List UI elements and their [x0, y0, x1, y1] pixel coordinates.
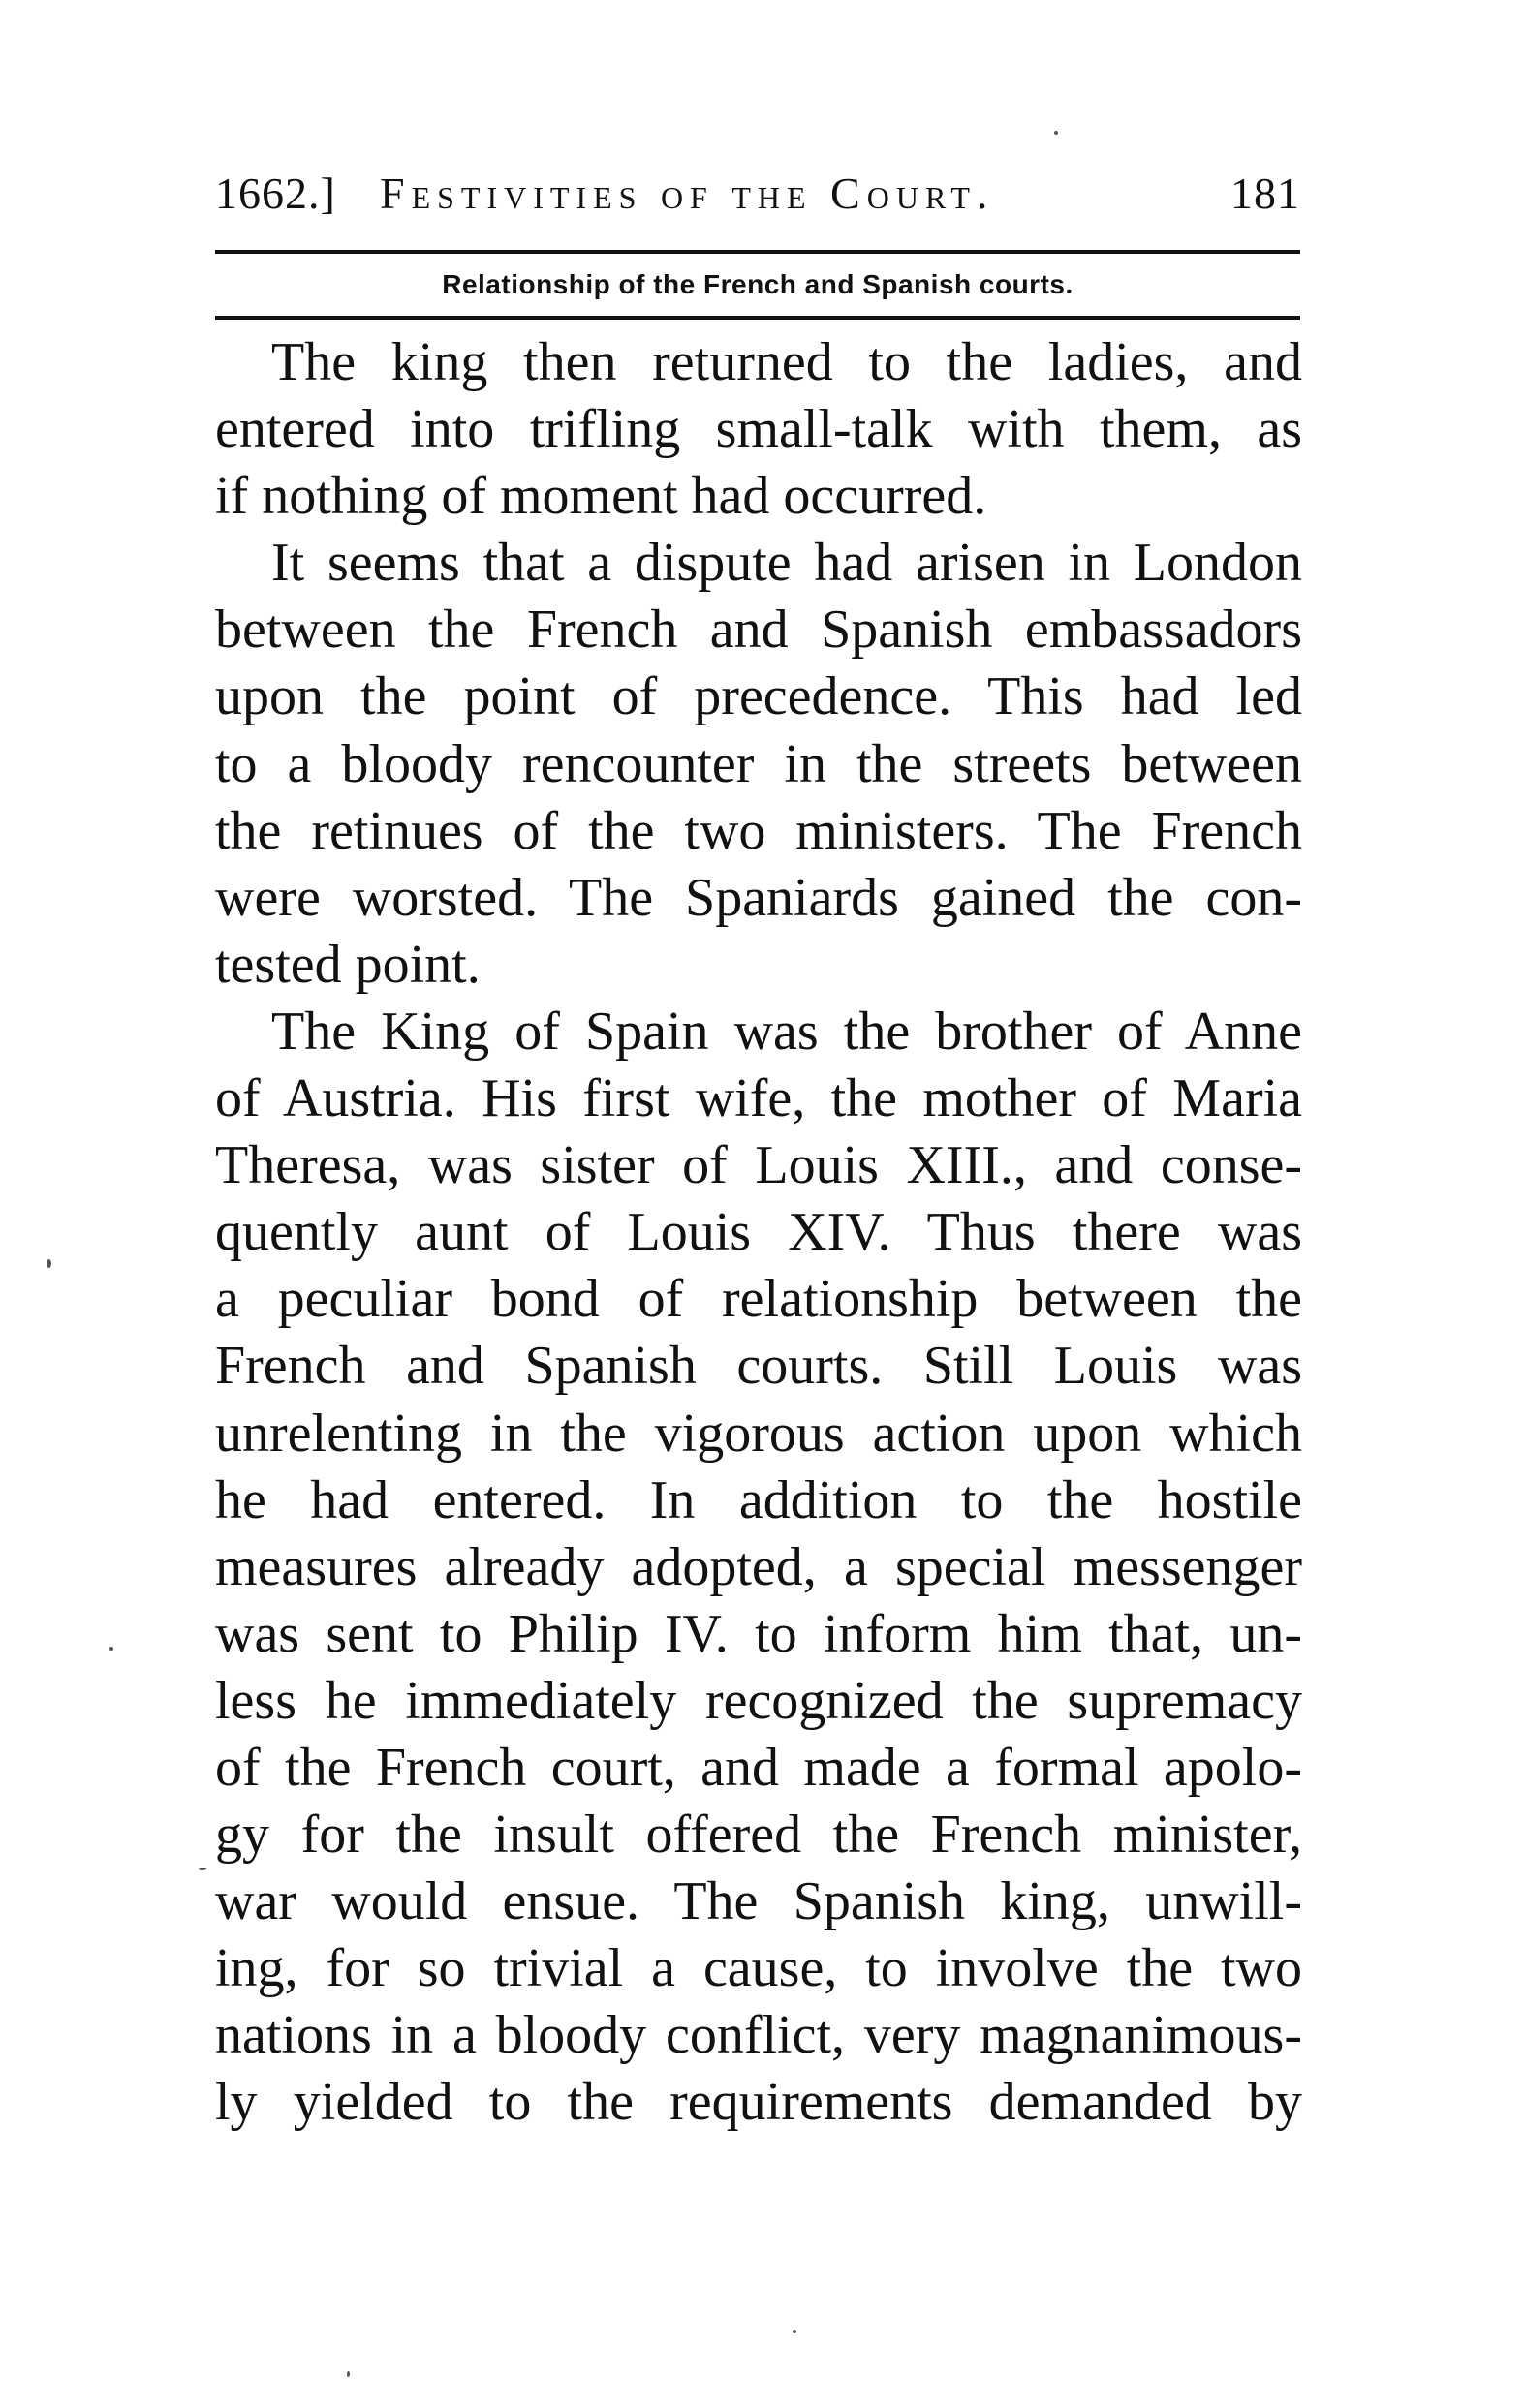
- text-line: ing, for so trivial a cause, to involve the two: [215, 1938, 1302, 1999]
- running-head: [215, 160, 1300, 228]
- header-rule-bottom: [215, 316, 1300, 320]
- text-line: of Austria. His first wife, the mother of Maria: [215, 1068, 1302, 1129]
- text-line: French and Spanish courts. Still Louis was: [215, 1336, 1302, 1397]
- text-line: Theresa, was sister of Louis XIII., and conse-: [215, 1135, 1302, 1196]
- text-line: between the French and Spanish embassadors: [215, 600, 1302, 661]
- text-line: unrelenting in the vigorous action upon which: [215, 1403, 1302, 1464]
- scan-speck: [47, 1259, 51, 1268]
- text-line: The King of Spain was the brother of Anne: [271, 1001, 1302, 1062]
- text-line: upon the point of precedence. This had led: [215, 666, 1302, 727]
- text-line: the retinues of the two ministers. The French: [215, 800, 1302, 861]
- page-number: 181: [1230, 169, 1300, 218]
- text-line: nations in a bloody conflict, very magnanimous-: [215, 2005, 1302, 2066]
- scan-speck: [1054, 131, 1058, 135]
- text-line: entered into trifling small-talk with them, as: [215, 399, 1302, 460]
- text-line: quently aunt of Louis XIV. Thus there was: [215, 1202, 1302, 1263]
- header-year: 1662.]: [215, 169, 336, 218]
- text-line: a peculiar bond of relationship between the: [215, 1269, 1302, 1330]
- text-line: to a bloody rencounter in the streets between: [215, 733, 1302, 794]
- scan-speck: [793, 2330, 796, 2333]
- body-text: [215, 329, 1302, 2137]
- text-line: less he immediately recognized the supremacy: [215, 1670, 1302, 1731]
- text-line: he had entered. In addition to the hostile: [215, 1469, 1302, 1530]
- text-line: were worsted. The Spaniards gained the con-: [215, 867, 1302, 928]
- text-line: It seems that a dispute had arisen in London: [271, 533, 1302, 594]
- header-title: Festivities of the Court.: [380, 169, 995, 218]
- text-line: ly yielded to the requirements demanded by: [215, 2072, 1302, 2133]
- text-line: tested point.: [215, 934, 481, 995]
- section-subheading: Relationship of the French and Spanish courts.: [442, 269, 1074, 299]
- text-line: war would ensue. The Spanish king, unwill-: [215, 1871, 1302, 1932]
- text-line: if nothing of moment had occurred.: [215, 466, 987, 527]
- text-line: measures already adopted, a special messenger: [215, 1536, 1302, 1597]
- scan-speck: [347, 2371, 350, 2377]
- scan-speck: [199, 1868, 206, 1870]
- text-line: gy for the insult offered the French minister,: [215, 1805, 1302, 1866]
- header-rule-top: [215, 250, 1300, 254]
- text-line: was sent to Philip IV. to inform him that, un-: [215, 1603, 1302, 1664]
- scan-speck: [109, 1647, 113, 1651]
- text-line: of the French court, and made a formal apolo-: [215, 1737, 1302, 1798]
- text-line: The king then returned to the ladies, and: [271, 332, 1302, 392]
